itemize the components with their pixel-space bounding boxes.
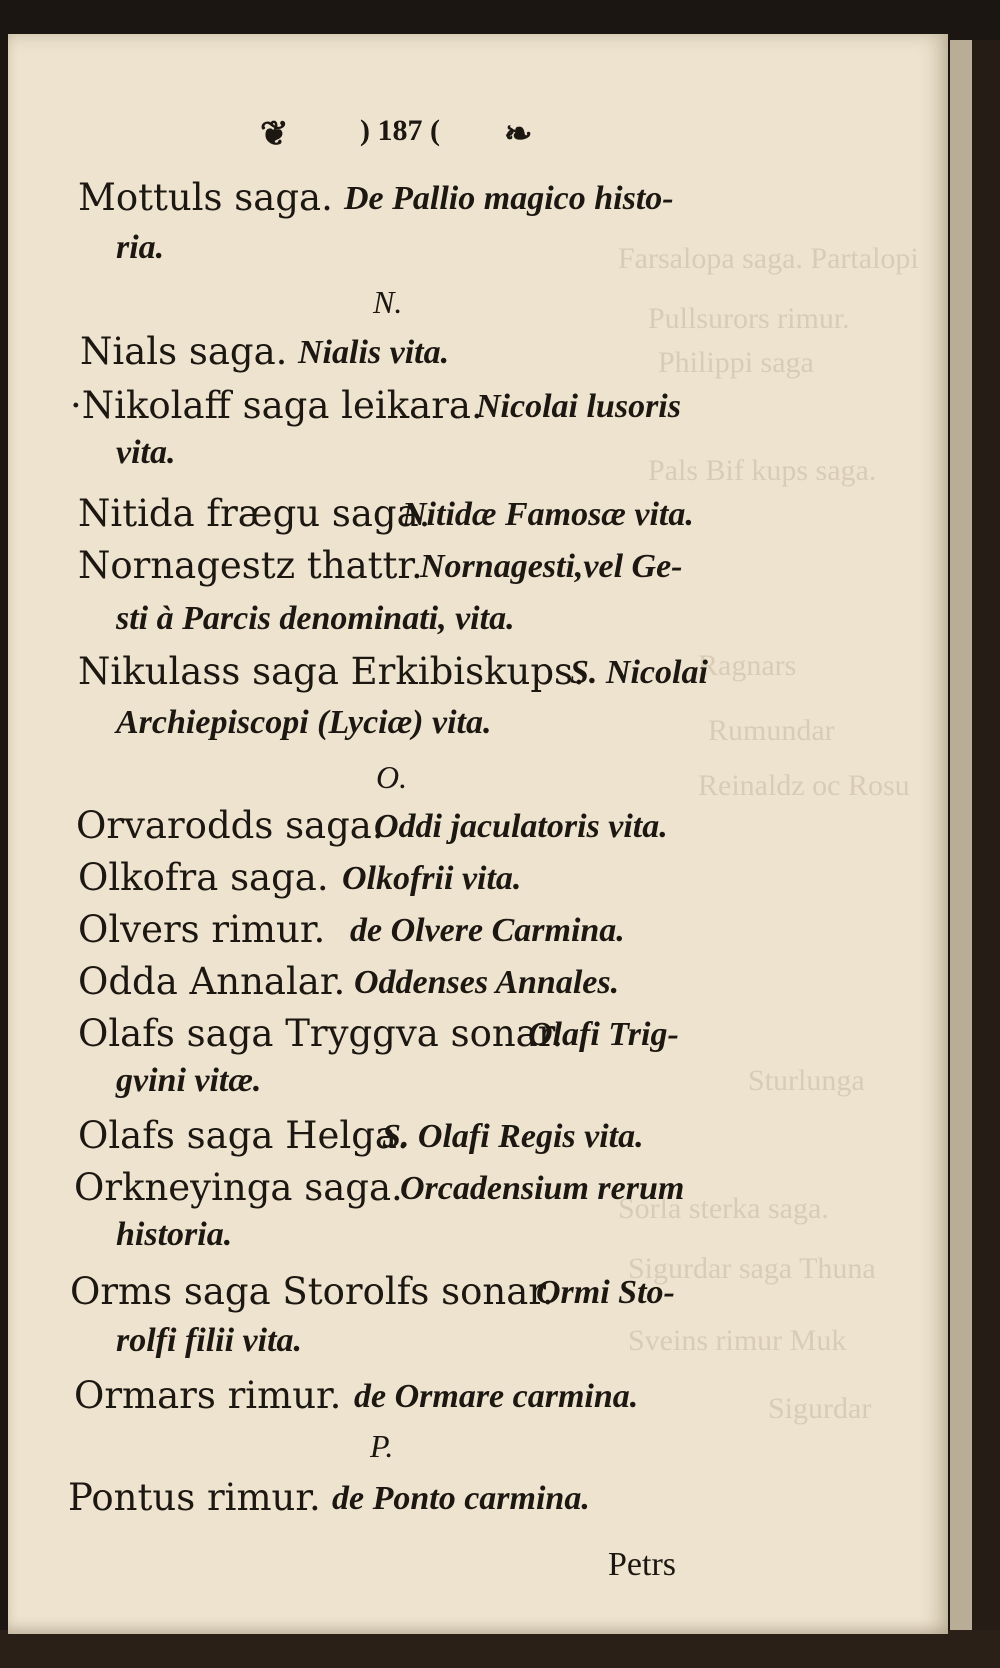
entry-latin-cont: rolfi filii vita. xyxy=(116,1322,303,1359)
entry-latin: de Ponto carmina. xyxy=(332,1480,590,1517)
entry-latin: Ormi Sto- xyxy=(536,1274,675,1311)
entry-latin: Oddi jaculatoris vita. xyxy=(374,808,668,845)
entry-norse: Olafs saga Helga. xyxy=(78,1114,409,1157)
entry-latin: Nicolai lusoris xyxy=(476,388,681,425)
section-letter: O. xyxy=(376,759,408,795)
entry-latin: de Ormare carmina. xyxy=(354,1378,639,1415)
show-through: Philippi saga xyxy=(658,346,814,379)
entry-norse: Orms saga Storolfs sonar. xyxy=(70,1270,554,1313)
entry-latin-cont: historia. xyxy=(116,1216,233,1253)
entry-norse: Nikulass saga Erkibiskups. xyxy=(78,650,585,693)
entry-norse: Ormars rimur. xyxy=(74,1374,342,1417)
entry-latin: Olafi Trig- xyxy=(528,1016,679,1053)
catchword: Petrs xyxy=(608,1546,676,1583)
entry-latin: Nornagesti,vel Ge- xyxy=(420,548,683,585)
page-edge xyxy=(950,40,972,1630)
show-through: Farsalopa saga. Partalopi xyxy=(618,242,919,275)
bottom-shadow xyxy=(0,1630,1000,1668)
entry-norse: Olvers rimur. xyxy=(78,908,326,951)
entry-latin: de Olvere Carmina. xyxy=(350,912,625,949)
show-through: Reinaldz oc Rosu xyxy=(698,769,910,802)
show-through: Sturlunga xyxy=(748,1064,865,1097)
entry-latin: Orcadensium rerum xyxy=(400,1170,685,1207)
entry-latin: Olkofrii vita. xyxy=(342,860,522,897)
show-through: Rumundar xyxy=(708,714,835,747)
entry-latin: De Pallio magico histo- xyxy=(344,180,674,217)
entry-latin: Oddenses Annales. xyxy=(354,964,620,1001)
entry-norse: ·Nikolaff saga leikara. xyxy=(70,384,483,427)
show-through: Sveins rimur Muk xyxy=(628,1324,847,1357)
entry-norse: Olafs saga Tryggva sonar. xyxy=(78,1012,564,1055)
entry-norse: Odda Annalar. xyxy=(78,960,346,1003)
entry-norse: Nitida frægu saga. xyxy=(78,492,431,535)
entry-latin-cont: sti à Parcis denominati, vita. xyxy=(116,600,515,637)
entry-latin-cont: Archiepiscopi (Lyciæ) vita. xyxy=(116,704,492,741)
show-through: Pals Bif kups saga. xyxy=(648,454,877,487)
section-letter: P. xyxy=(370,1428,394,1464)
show-through: Sorla sterka saga. xyxy=(618,1192,829,1225)
ornament-right-icon: ❧ xyxy=(504,114,533,154)
page-number: ) 187 ( xyxy=(360,114,440,147)
entry-latin: S. Olafi Regis vita. xyxy=(382,1118,644,1155)
show-through: Ragnars xyxy=(698,649,797,682)
show-through: Sigurdar xyxy=(768,1392,872,1425)
page xyxy=(8,34,948,1634)
entry-latin: Nitidæ Famosæ vita. xyxy=(402,496,694,533)
entry-norse: Nials saga. xyxy=(80,330,288,373)
entry-latin-cont: gvini vitæ. xyxy=(116,1062,262,1099)
entry-norse: Orkneyinga saga. xyxy=(74,1166,403,1209)
binding-shadow xyxy=(972,40,1000,1640)
entry-norse: Olkofra saga. xyxy=(78,856,329,899)
entry-norse: Nornagestz thattr. xyxy=(78,544,423,587)
entry-latin: Nialis vita. xyxy=(298,334,450,371)
entry-latin-cont: vita. xyxy=(116,434,176,471)
entry-norse: Pontus rimur. xyxy=(68,1476,321,1519)
entry-norse: Mottuls saga. xyxy=(78,176,333,219)
show-through: Sigurdar saga Thuna xyxy=(628,1252,876,1285)
ornament-left-icon: ❦ xyxy=(260,114,289,154)
show-through: Pullsurors rimur. xyxy=(648,302,850,335)
entry-latin-cont: ria. xyxy=(116,229,165,266)
entry-norse: Orvarodds saga. xyxy=(76,804,384,847)
section-letter: N. xyxy=(373,284,403,320)
entry-latin: S. Nicolai xyxy=(570,654,708,691)
